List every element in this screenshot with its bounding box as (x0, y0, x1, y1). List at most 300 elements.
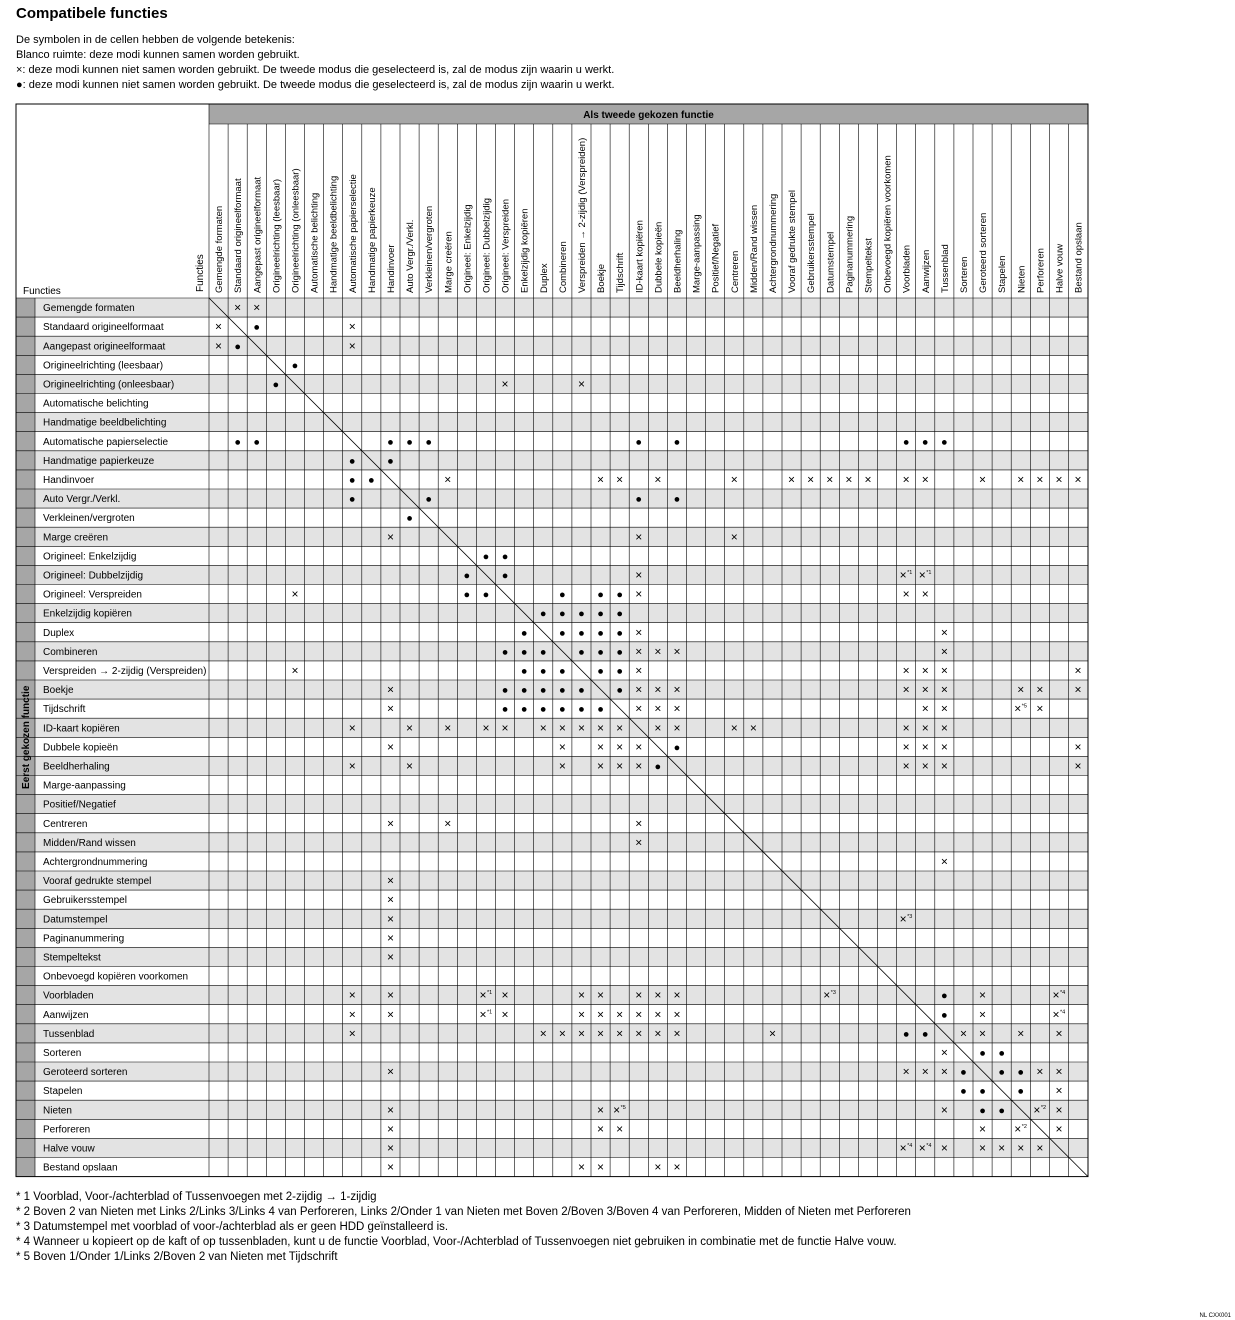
cross-mark: × (501, 1007, 509, 1022)
dot-mark: ● (559, 608, 566, 621)
cross-mark: × (348, 758, 356, 773)
cross-mark: × (940, 1102, 948, 1117)
row-label: Dubbele kopieën (43, 742, 119, 754)
footnote-ref: *1 (907, 569, 913, 576)
header-second-chosen: Als tweede gekozen functie (583, 110, 714, 121)
cross-mark: × (1055, 1083, 1063, 1098)
row-label: Tussenblad (43, 1028, 95, 1040)
cross-mark: × (501, 376, 509, 391)
cross-mark: × (635, 701, 643, 716)
dot-mark: ● (1017, 1066, 1025, 1079)
dot-mark: ● (253, 321, 261, 334)
dot-mark: ● (348, 493, 356, 506)
cross-mark: × (749, 720, 757, 735)
cross-mark: × (902, 1064, 910, 1079)
cross-mark: × (1055, 1121, 1063, 1136)
cross-mark: × (940, 701, 948, 716)
cross-mark: × (386, 1007, 394, 1022)
cross-mark: × (979, 1007, 987, 1022)
dot-mark: ● (616, 627, 623, 640)
dot-mark: ● (597, 665, 604, 678)
cross-mark: × (940, 720, 948, 735)
cross-mark: × (635, 567, 643, 582)
dot-mark: ● (234, 436, 241, 449)
cross-mark: × (1074, 758, 1082, 773)
row-label: Handinvoer (43, 474, 95, 486)
column-header: Boekje (596, 263, 608, 293)
cross-mark: × (730, 472, 738, 487)
cross-mark: × (899, 911, 907, 926)
column-header: Origineelrichting (onleesbaar) (290, 168, 302, 293)
dot-mark: ● (597, 703, 604, 716)
cross-mark: × (597, 988, 605, 1003)
cross-mark: × (616, 720, 624, 735)
row-label: Marge-aanpassing (43, 780, 126, 792)
cross-mark: × (654, 701, 662, 716)
cross-mark: × (577, 1007, 585, 1022)
cross-mark: × (768, 1026, 776, 1041)
cross-mark: × (1055, 1102, 1063, 1117)
footnote-ref: *4 (907, 1142, 913, 1149)
row-shade (35, 374, 1088, 393)
cross-mark: × (899, 567, 907, 582)
row-shade (35, 909, 1088, 928)
cross-mark: × (635, 758, 643, 773)
cross-mark: × (406, 758, 414, 773)
cross-mark: × (348, 1026, 356, 1041)
footnote-ref: *1 (926, 569, 932, 576)
cross-mark: × (635, 663, 643, 678)
dot-mark: ● (368, 474, 375, 487)
cross-mark: × (386, 988, 394, 1003)
cross-mark: × (826, 472, 834, 487)
dot-mark: ● (501, 684, 509, 697)
row-label: Verkleinen/vergroten (43, 513, 135, 525)
cross-mark: × (577, 720, 585, 735)
cross-mark: × (348, 720, 356, 735)
column-header: Beeldherhaling (672, 229, 684, 293)
cross-mark: × (386, 701, 394, 716)
cross-mark: × (348, 1007, 356, 1022)
row-label: Paginanummering (43, 933, 125, 945)
row-shade (35, 489, 1088, 508)
cross-mark: × (1036, 472, 1044, 487)
cross-mark: × (1055, 472, 1063, 487)
dot-mark: ● (520, 665, 528, 678)
dot-mark: ● (520, 703, 528, 716)
footnote-5: * 5 Boven 1/Onder 1/Links 2/Boven 2 van Nieten met Tijdschrift (16, 1251, 338, 1263)
cross-mark: × (730, 529, 738, 544)
cross-mark: × (558, 720, 566, 735)
cross-mark: × (291, 663, 299, 678)
row-label: Stapelen (43, 1086, 83, 1098)
cross-mark: × (635, 988, 643, 1003)
cross-mark: × (1014, 1121, 1022, 1136)
row-shade (35, 833, 1088, 852)
cross-mark: × (635, 682, 643, 697)
cross-mark: × (539, 1026, 547, 1041)
cross-mark: × (215, 338, 223, 353)
cross-mark: × (635, 835, 643, 850)
row-shade (35, 451, 1088, 470)
column-header: Handmatige papierkeuze (366, 187, 378, 293)
cross-mark: × (864, 472, 872, 487)
dot-mark: ● (616, 589, 623, 602)
dot-mark: ● (597, 589, 604, 602)
column-header: Aangepast origineelformaat (252, 176, 264, 293)
dot-mark: ● (616, 665, 623, 678)
cross-mark: × (635, 1007, 643, 1022)
dot-mark: ● (387, 436, 394, 449)
row-label: Achtergrondnummering (43, 856, 148, 868)
dot-mark: ● (425, 436, 432, 449)
cross-mark: × (654, 472, 662, 487)
row-label: Automatische papierselectie (43, 436, 169, 448)
cross-mark: × (921, 663, 929, 678)
column-header: Dubbele kopieën (653, 221, 665, 293)
dot-mark: ● (501, 646, 509, 659)
cross-mark: × (291, 587, 299, 602)
column-header: Standaard origineelformaat (233, 178, 245, 293)
dot-mark: ● (902, 436, 910, 449)
cross-mark: × (1074, 739, 1082, 754)
row-shade (35, 871, 1088, 890)
cross-mark: × (444, 720, 452, 735)
cross-mark: × (558, 758, 566, 773)
cross-mark: × (673, 988, 681, 1003)
column-header: Verspreiden → 2-zijdig (Verspreiden) (576, 137, 588, 293)
row-label: Sorteren (43, 1047, 82, 1059)
cross-mark: × (979, 1026, 987, 1041)
cross-mark: × (348, 988, 356, 1003)
cross-mark: × (673, 644, 681, 659)
cross-mark: × (635, 529, 643, 544)
row-label: Handmatige beeldbelichting (43, 417, 167, 429)
cross-mark: × (479, 988, 487, 1003)
cross-mark: × (1074, 472, 1082, 487)
cross-mark: × (673, 1026, 681, 1041)
column-header: Duplex (538, 263, 550, 293)
cross-mark: × (940, 644, 948, 659)
dot-mark: ● (539, 703, 547, 716)
cross-mark: × (616, 758, 624, 773)
cross-mark: × (654, 720, 662, 735)
dot-mark: ● (520, 646, 528, 659)
row-label: Marge creëren (43, 532, 109, 544)
cross-mark: × (597, 1007, 605, 1022)
cross-mark: × (823, 988, 831, 1003)
cross-mark: × (635, 587, 643, 602)
dot-mark: ● (559, 627, 566, 640)
cross-mark: × (1052, 988, 1060, 1003)
column-header: Aanwijzen (920, 249, 932, 293)
row-shade (35, 298, 1088, 317)
footnote-ref: *3 (907, 913, 913, 920)
row-shade (35, 1062, 1088, 1081)
dot-mark: ● (463, 569, 471, 582)
column-header: Onbevoegd kopiëren voorkomen (882, 155, 894, 293)
column-header: Bestand opslaan (1073, 222, 1085, 293)
column-header: Enkelzijdig kopiëren (519, 208, 531, 293)
cross-mark: × (1014, 701, 1022, 716)
row-label: Voorbladen (43, 990, 94, 1002)
row-shade (35, 413, 1088, 432)
row-label: Vooraf gedrukte stempel (43, 876, 152, 888)
dot-mark: ● (578, 684, 585, 697)
dot-mark: ● (559, 684, 566, 697)
cross-mark: × (673, 1007, 681, 1022)
legend-blank: Blanco ruimte: deze modi kunnen samen worden gebruikt. (16, 49, 300, 61)
cross-mark: × (940, 663, 948, 678)
cross-mark: × (940, 758, 948, 773)
cross-mark: × (921, 739, 929, 754)
row-shade (35, 527, 1088, 546)
cross-mark: × (616, 739, 624, 754)
dot-mark: ● (998, 1066, 1005, 1079)
cross-mark: × (940, 1064, 948, 1079)
row-label: Gebruikersstempel (43, 895, 127, 907)
cross-mark: × (1055, 1064, 1063, 1079)
row-label: Midden/Rand wissen (43, 837, 136, 849)
column-header: Combineren (557, 241, 569, 293)
row-shade (35, 986, 1088, 1005)
cross-mark: × (635, 1026, 643, 1041)
row-label: Automatische belichting (43, 398, 149, 410)
cross-mark: × (386, 930, 394, 945)
cross-mark: × (1036, 1140, 1044, 1155)
cross-mark: × (1033, 1102, 1041, 1117)
legend-dot: ●: deze modi kunnen niet samen worden gebruikt. De tweede modus die geselecteerd is, zal de modus zijn waarin u werkt. (16, 79, 615, 91)
cross-mark: × (654, 1160, 662, 1175)
cross-mark: × (215, 319, 223, 334)
cross-mark: × (597, 720, 605, 735)
column-header: Nieten (1016, 265, 1028, 293)
dot-mark: ● (539, 684, 547, 697)
dot-mark: ● (539, 608, 547, 621)
cross-mark: × (501, 720, 509, 735)
cross-mark: × (386, 529, 394, 544)
cross-mark: × (539, 720, 547, 735)
dot-mark: ● (234, 340, 241, 353)
column-header: Achtergrondnummering (767, 193, 779, 293)
cross-mark: × (902, 682, 910, 697)
cross-mark: × (845, 472, 853, 487)
cross-mark: × (444, 816, 452, 831)
dot-mark: ● (539, 665, 547, 678)
legend-cross: ×: deze modi kunnen niet samen worden gebruikt. De tweede modus die geselecteerd is, zal de modus zijn waarin u werkt. (16, 64, 615, 76)
dot-mark: ● (348, 474, 356, 487)
dot-mark: ● (348, 455, 356, 468)
row-shade (35, 947, 1088, 966)
dot-mark: ● (501, 703, 509, 716)
footnote-2: * 2 Boven 2 van Nieten met Links 2/Links 3/Links 4 van Perforeren, Links 2/Onder 1 van Nieten met Boven 2/Boven 3/Boven 4 van Perforeren, Midden of Nieten met Perforeren (16, 1206, 911, 1218)
footnote-ref: *4 (1059, 1009, 1066, 1016)
column-header: Tijdschrift (615, 252, 627, 293)
dot-mark: ● (979, 1047, 986, 1060)
cross-mark: × (406, 720, 414, 735)
column-header: Stapelen (997, 255, 1009, 293)
cross-mark: × (597, 739, 605, 754)
cross-mark: × (1036, 682, 1044, 697)
cross-mark: × (899, 1140, 907, 1155)
footnote-ref: *5 (620, 1104, 626, 1111)
footnote-4: * 4 Wanneer u kopieert op de kaft of op tussenbladen, kunt u de functie Voorblad, Voor-/Achterblad of Tussenvoegen niet gebruiken in combinatie met de functie Halve vouw. (16, 1236, 897, 1248)
column-header: Halve vouw (1054, 243, 1066, 293)
cross-mark: × (1052, 1007, 1060, 1022)
dot-mark: ● (482, 589, 490, 602)
cross-mark: × (940, 1140, 948, 1155)
cross-mark: × (577, 988, 585, 1003)
dot-mark: ● (921, 436, 929, 449)
dot-mark: ● (597, 608, 604, 621)
dot-mark: ● (979, 1104, 986, 1117)
row-label: Standaard origineelformaat (43, 322, 164, 334)
cross-mark: × (940, 854, 948, 869)
column-header: Sorteren (958, 256, 970, 293)
column-header: Vooraf gedrukte stempel (787, 190, 799, 293)
dot-mark: ● (253, 436, 261, 449)
cross-mark: × (673, 1160, 681, 1175)
row-label: Stempeltekst (43, 952, 101, 964)
cross-mark: × (979, 1121, 987, 1136)
document-code: NL CXX001 (1199, 1313, 1231, 1319)
cross-mark: × (959, 1026, 967, 1041)
dot-mark: ● (635, 436, 643, 449)
cross-mark: × (940, 625, 948, 640)
dot-mark: ● (272, 378, 280, 391)
dot-mark: ● (979, 1085, 986, 1098)
cross-mark: × (918, 567, 926, 582)
dot-mark: ● (998, 1047, 1005, 1060)
cross-mark: × (482, 720, 490, 735)
dot-mark: ● (673, 436, 681, 449)
dot-mark: ● (960, 1085, 967, 1098)
cross-mark: × (386, 873, 394, 888)
cross-mark: × (348, 319, 356, 334)
column-header: Perforeren (1035, 248, 1047, 293)
cross-mark: × (613, 1102, 621, 1117)
cross-mark: × (597, 1102, 605, 1117)
cross-mark: × (501, 988, 509, 1003)
dot-mark: ● (578, 608, 585, 621)
dot-mark: ● (520, 627, 528, 640)
cross-mark: × (921, 472, 929, 487)
column-header: Automatische papierselectie (347, 174, 359, 293)
column-header: Datumstempel (825, 231, 837, 293)
column-header: Origineel: Enkelzijdig (462, 204, 474, 293)
cross-mark: × (1017, 682, 1025, 697)
dot-mark: ● (654, 760, 662, 773)
footnote-ref: *1 (486, 1009, 493, 1016)
row-label: Verspreiden → 2-zijdig (Verspreiden) (43, 665, 207, 677)
footnote-ref: *5 (1021, 703, 1027, 710)
cross-mark: × (1017, 472, 1025, 487)
cross-mark: × (902, 758, 910, 773)
cross-mark: × (386, 739, 394, 754)
cross-mark: × (616, 1026, 624, 1041)
cross-mark: × (921, 720, 929, 735)
dot-mark: ● (616, 608, 623, 621)
cross-mark: × (979, 472, 987, 487)
cross-mark: × (921, 758, 929, 773)
row-label: Datumstempel (43, 914, 108, 926)
column-header: Auto Vergr./Verkl. (405, 219, 417, 293)
cross-mark: × (479, 1007, 487, 1022)
cross-mark: × (902, 663, 910, 678)
dot-mark: ● (559, 589, 566, 602)
cross-mark: × (597, 1121, 605, 1136)
cross-mark: × (577, 376, 585, 391)
dot-mark: ● (406, 436, 413, 449)
cross-mark: × (940, 682, 948, 697)
dot-mark: ● (616, 684, 623, 697)
column-header: Gebruikersstempel (806, 213, 818, 293)
row-label: Auto Vergr./Verkl. (43, 494, 121, 506)
dot-mark: ● (673, 741, 681, 754)
cross-mark: × (1017, 1140, 1025, 1155)
column-header: Automatische belichting (309, 192, 321, 293)
row-label: Halve vouw (43, 1143, 95, 1155)
footnote-3: * 3 Datumstempel met voorblad of voor-/achterblad als er geen HDD geïnstalleerd is. (16, 1221, 449, 1233)
cross-mark: × (902, 472, 910, 487)
header-first-chosen: Eerst gekozen functie (21, 685, 32, 789)
cross-mark: × (348, 338, 356, 353)
cross-mark: × (597, 472, 605, 487)
row-label: Handmatige papierkeuze (43, 455, 155, 467)
cross-mark: × (635, 644, 643, 659)
cross-mark: × (386, 911, 394, 926)
row-shade (35, 795, 1088, 814)
cross-mark: × (386, 1121, 394, 1136)
cross-mark: × (654, 682, 662, 697)
cross-mark: × (902, 720, 910, 735)
dot-mark: ● (520, 684, 528, 697)
functions-label-rows: Functies (23, 286, 61, 297)
cross-mark: × (730, 720, 738, 735)
column-header: Midden/Rand wissen (748, 204, 760, 293)
cross-mark: × (386, 892, 394, 907)
dot-mark: ● (902, 1028, 910, 1041)
row-label: Origineel: Verspreiden (43, 589, 142, 601)
dot-mark: ● (998, 1104, 1005, 1117)
cross-mark: × (386, 1102, 394, 1117)
column-header: Stempeltekst (863, 238, 875, 293)
column-header: Origineelrichting (leesbaar) (271, 178, 283, 293)
row-label: Origineelrichting (leesbaar) (43, 360, 164, 372)
footnote-ref: *2 (1040, 1104, 1047, 1111)
row-label: Geroteerd sorteren (43, 1067, 128, 1079)
page-title: Compatibele functies (16, 5, 168, 22)
cross-mark: × (1036, 1064, 1044, 1079)
cross-mark: × (940, 1045, 948, 1060)
cross-mark: × (386, 1160, 394, 1175)
row-label: Origineel: Dubbelzijdig (43, 570, 144, 582)
row-label: Enkelzijdig kopiëren (43, 608, 132, 620)
cross-mark: × (673, 720, 681, 735)
cross-mark: × (807, 472, 815, 487)
functions-label-columns: Functies (195, 254, 206, 292)
column-header: Centreren (729, 250, 741, 293)
cross-mark: × (654, 988, 662, 1003)
row-label: Aangepast origineelformaat (43, 341, 166, 353)
dot-mark: ● (941, 1009, 948, 1022)
dot-mark: ● (578, 703, 585, 716)
cross-mark: × (597, 758, 605, 773)
row-label: ID-kaart kopiëren (43, 723, 120, 735)
column-header: Geroteerd sorteren (978, 212, 990, 293)
dot-mark: ● (387, 455, 394, 468)
row-label: Beeldherhaling (43, 761, 110, 773)
